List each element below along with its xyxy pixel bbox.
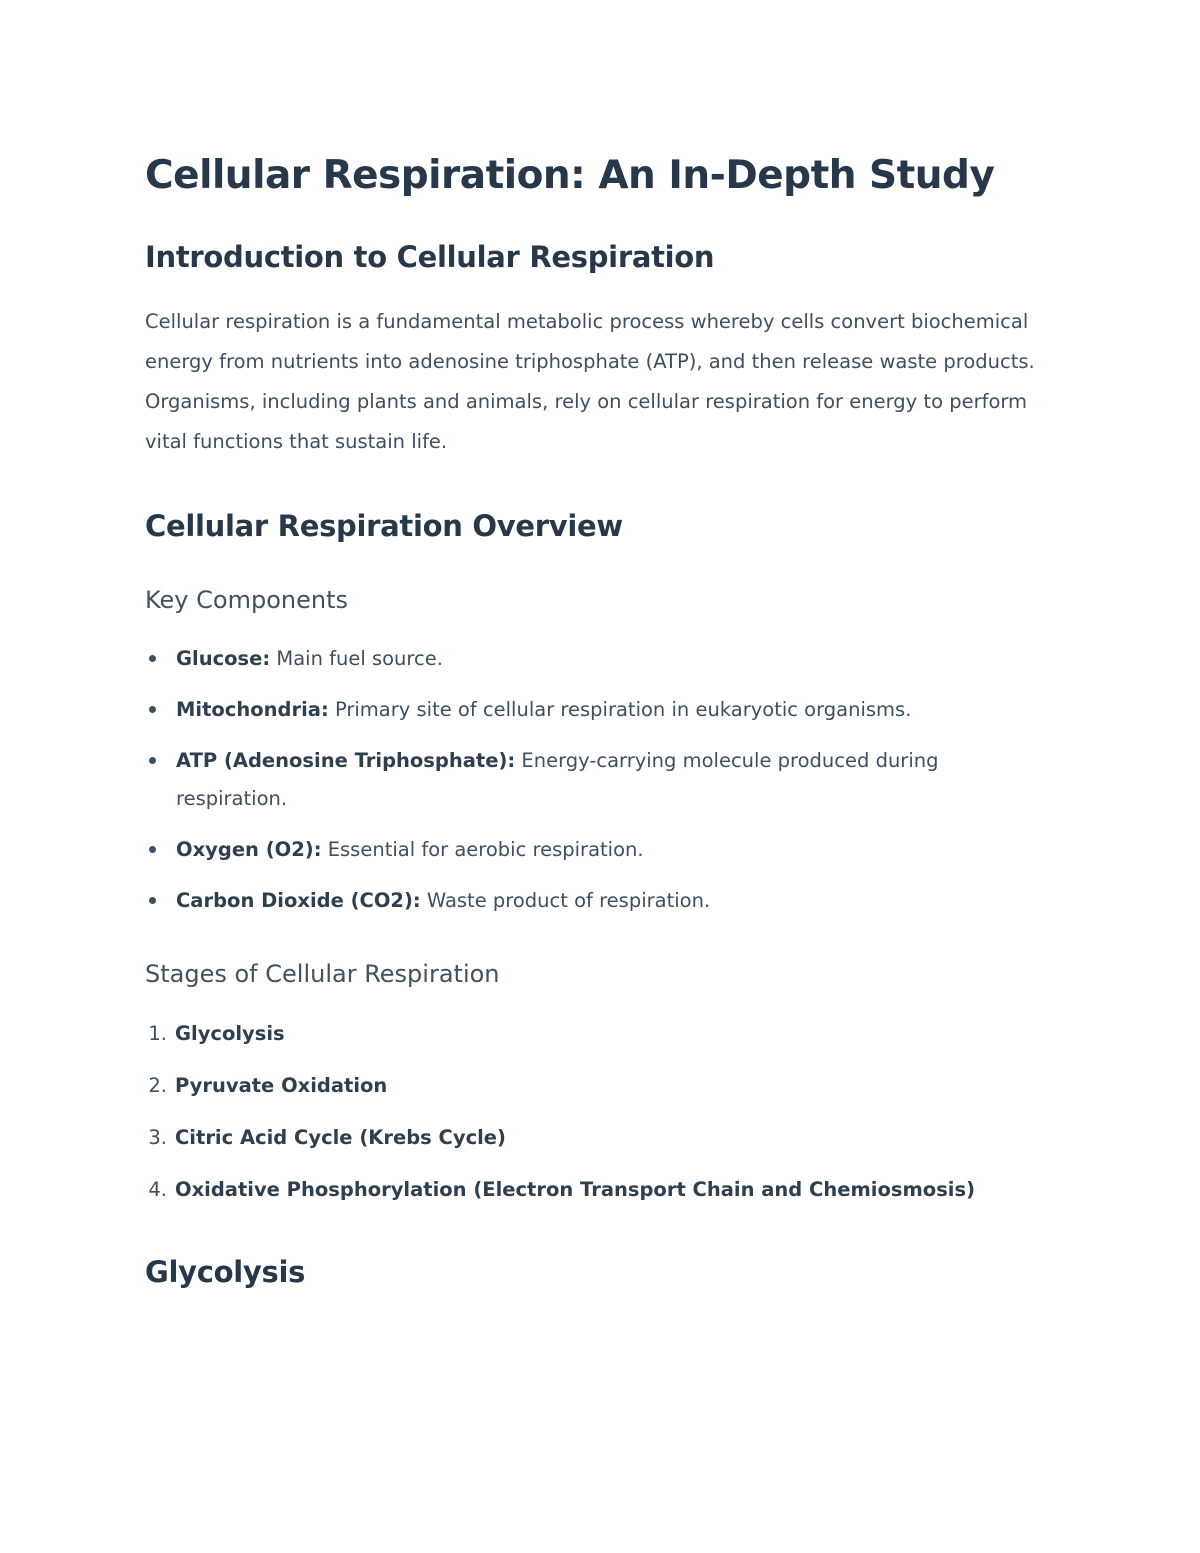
list-item-text: Waste product of respiration.: [426, 889, 711, 913]
list-item-term: Glucose:: [176, 647, 271, 671]
list-item: [145, 1015, 1035, 1052]
list-item-text: Essential for aerobic respiration.: [327, 838, 644, 862]
list-item: [145, 1119, 1035, 1156]
list-item-label: Glycolysis: [175, 1021, 285, 1045]
stages-list: [145, 1015, 1035, 1208]
section-heading-glycolysis: Glycolysis: [145, 1255, 306, 1290]
list-item: [145, 1067, 1035, 1104]
page-title: Cellular Respiration: An In-Depth Study: [145, 153, 995, 198]
list-item-number: 4.: [148, 1178, 167, 1202]
list-item-label: Pyruvate Oxidation: [175, 1073, 388, 1097]
section-heading-overview: Cellular Respiration Overview: [145, 509, 623, 544]
list-item-term: ATP (Adenosine Triphosphate):: [176, 749, 516, 773]
list-item: [145, 742, 1035, 818]
list-item-label: Citric Acid Cycle (Krebs Cycle): [175, 1125, 506, 1149]
key-components-list: [145, 640, 1035, 920]
subsection-heading-stages: Stages of Cellular Respiration: [145, 960, 500, 989]
list-item-number: 1.: [148, 1021, 167, 1045]
section-heading-introduction: Introduction to Cellular Respiration: [145, 239, 715, 274]
list-item-text: Energy-carrying molecule produced during respiration.: [176, 749, 939, 811]
subsection-heading-key-components: Key Components: [145, 586, 348, 614]
list-item: [145, 882, 1035, 920]
list-item-term: Mitochondria:: [176, 698, 329, 722]
intro-paragraph: Cellular respiration is a fundamental metabolic process whereby cells convert biochemical energy from nutrients into adenosine triphosphate (ATP), and then release waste products. Organisms, including plants and animals, rely on cellular respiration for energy to perform vital functions that sustain life.: [145, 310, 1035, 454]
list-item-number: 3.: [148, 1125, 167, 1149]
list-item-text: Primary site of cellular respiration in eukaryotic organisms.: [334, 698, 912, 722]
list-item-term: Carbon Dioxide (CO2):: [176, 889, 421, 913]
list-item-text: Main fuel source.: [276, 647, 443, 671]
list-item: [145, 1171, 1035, 1208]
list-item-term: Oxygen (O2):: [176, 838, 322, 862]
list-item: [145, 831, 1035, 869]
list-item-number: 2.: [148, 1073, 167, 1097]
list-item: [145, 640, 1035, 678]
list-item: [145, 691, 1035, 729]
list-item-label: Oxidative Phosphorylation (Electron Transport Chain and Chemiosmosis): [175, 1178, 976, 1202]
